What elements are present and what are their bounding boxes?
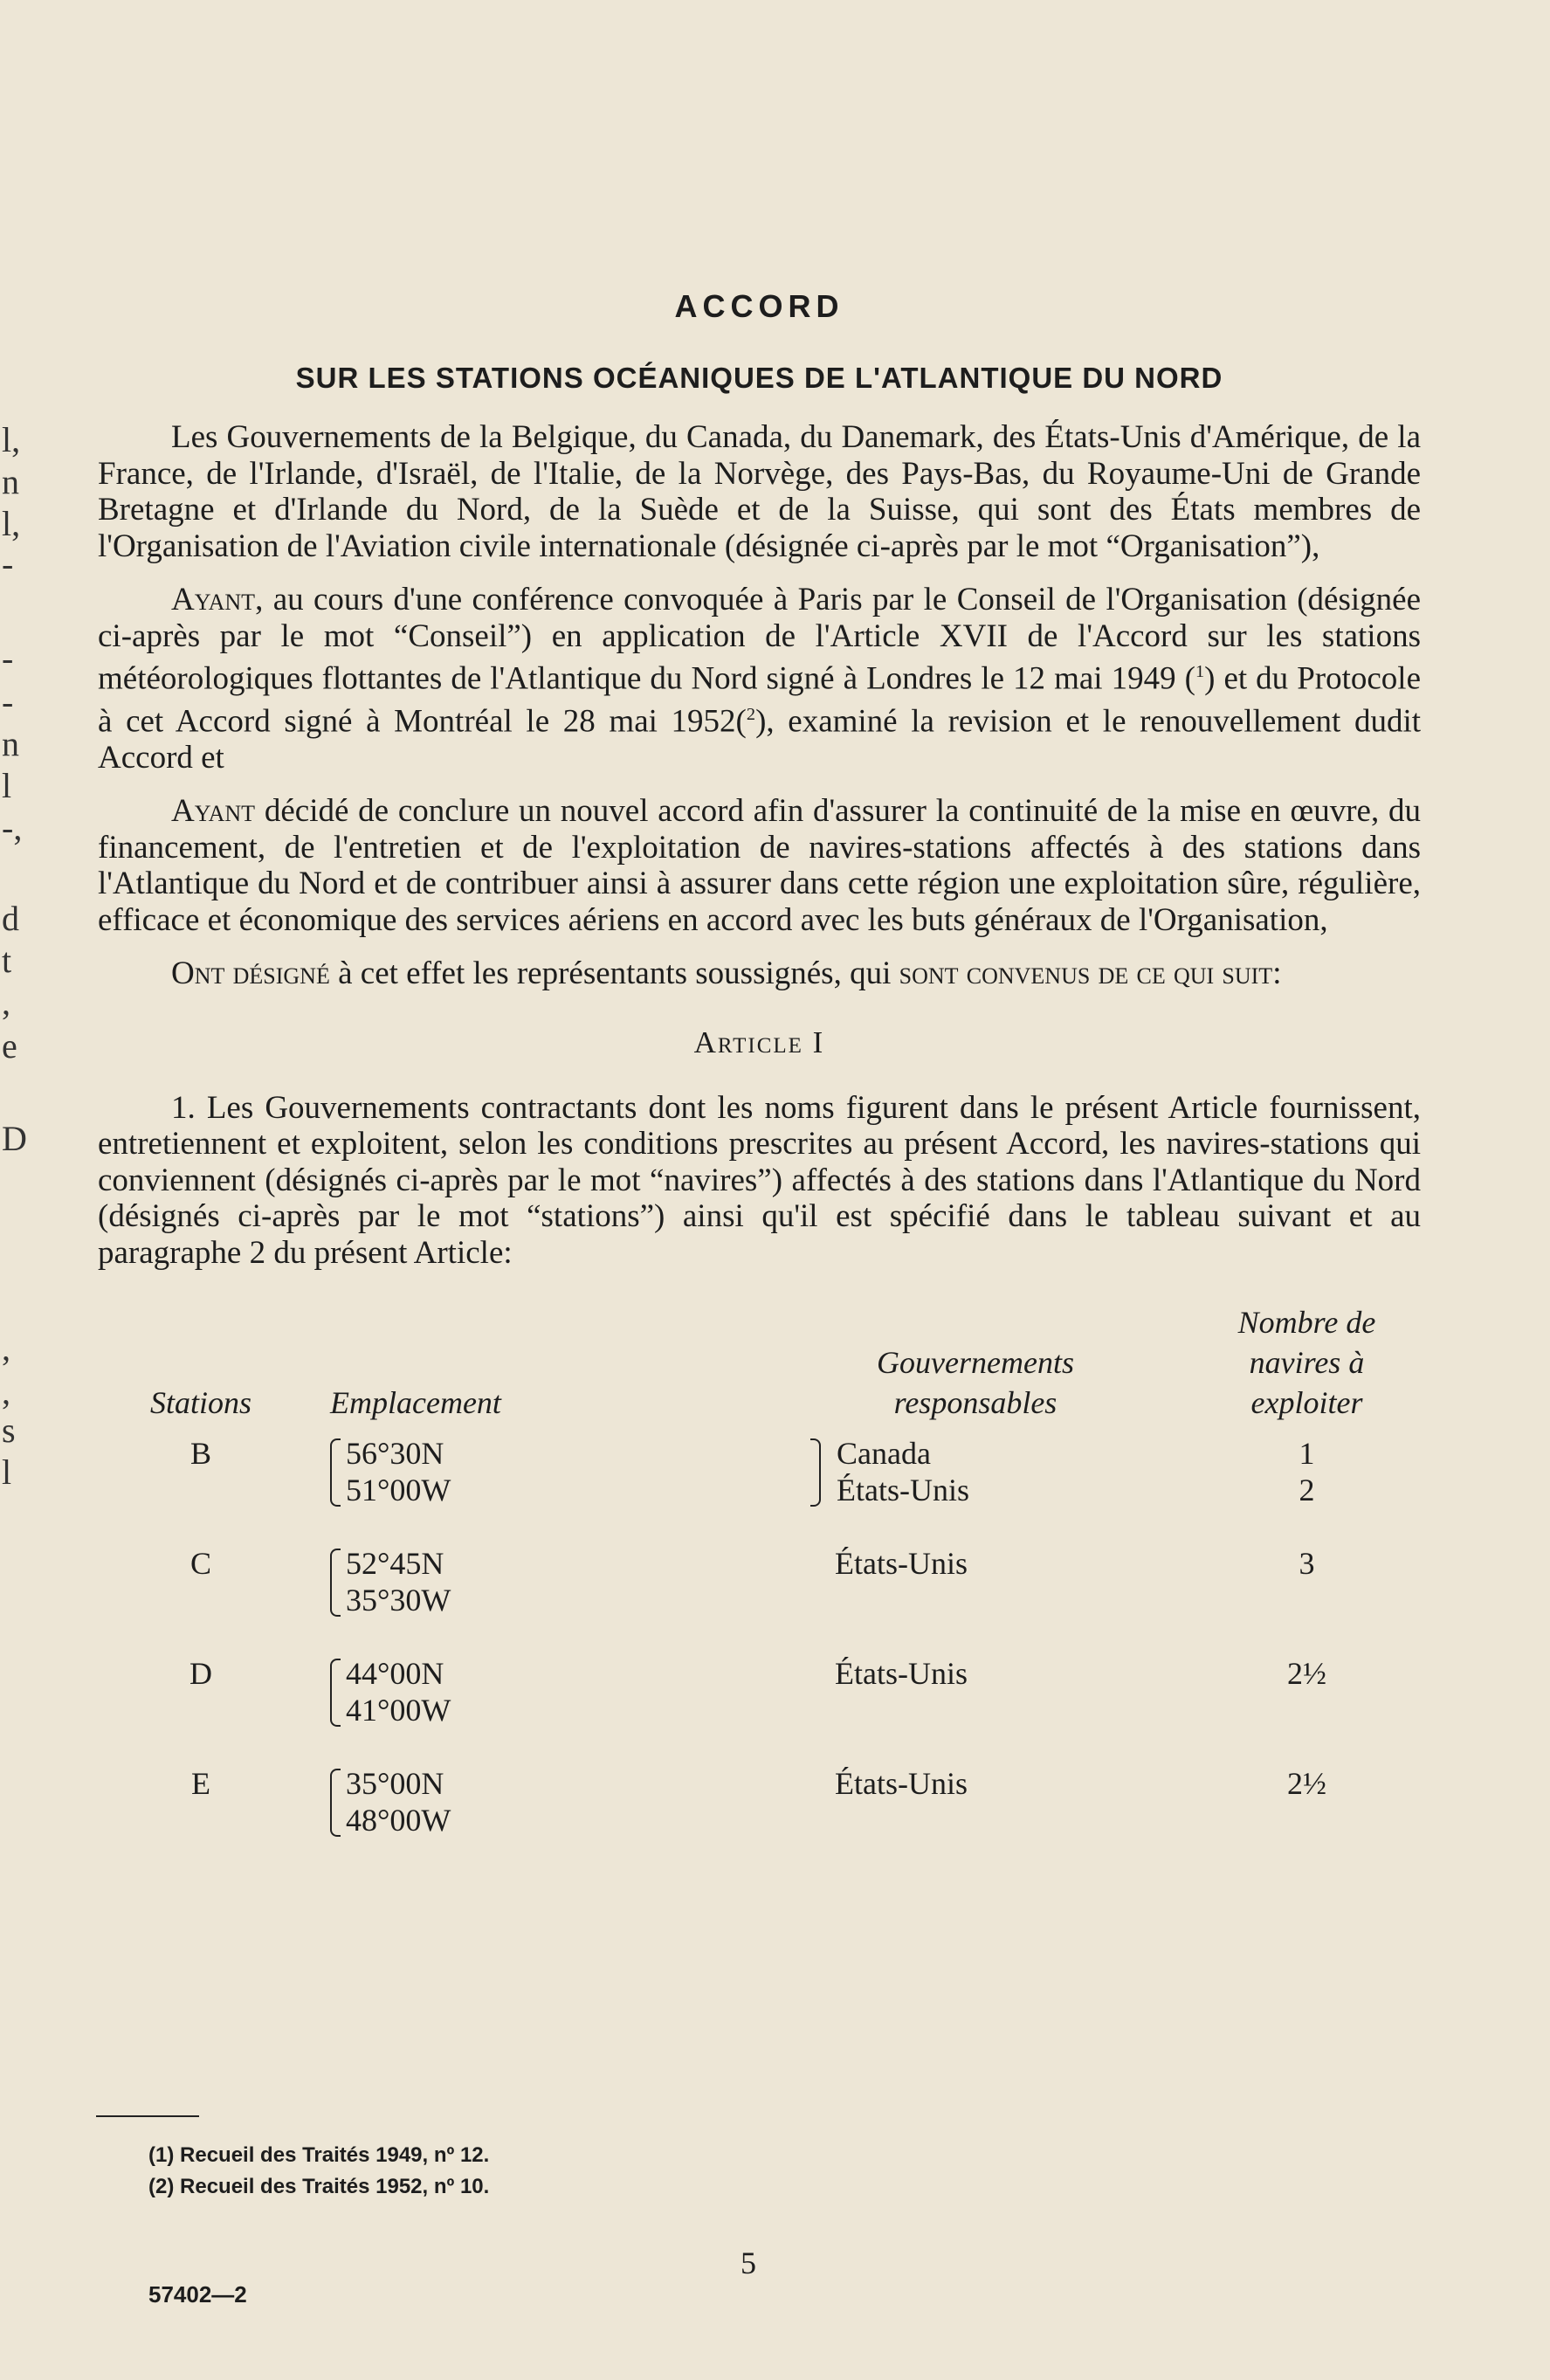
footnote-1 (148, 2140, 489, 2171)
longitude: 48°00W (346, 1803, 451, 1838)
government: États-Unis (837, 1473, 969, 1508)
margin-mark: , (2, 1372, 10, 1411)
recital-text: décidé de conclure un nouvel accord afin d'assurer la continuité de la mise en œuvre, du financement, de l'entretien et de l'exploitation de navires-stations affectés à des stations dans l'Atlantique du Nord et de contribuer ainsi à assurer dans cette région une exploitation sûre, régulière, efficace et économique des services aériens en accord avec les buts généraux de l'Organisation, (98, 793, 1421, 938)
footnote-2 (148, 2171, 489, 2203)
station-governments (758, 1655, 1193, 1765)
footnote-mark: (1) (148, 2143, 175, 2167)
margin-mark: , (2, 983, 10, 1022)
margin-mark: e (2, 1026, 17, 1066)
designation-text: à cet effet les représentants soussignés, qui (329, 955, 899, 992)
station-location (304, 1435, 758, 1545)
header-gouvernements (758, 1302, 1193, 1435)
header-emplacement: Emplacement (330, 1385, 501, 1421)
preamble-paragraph: Les Gouvernements de la Belgique, du Canada, du Danemark, des États-Unis d'Amérique, de la France, de l'Irlande, d'Israël, de l'Italie, de la Norvège, des Pays-Bas, du Royaume-Uni de Grande Bretagne et d'Irlande du Nord, de la Suède et de la Suisse, qui sont des États membres de l'Organisation de l'Aviation civile internationale (désignée ci-après par le mot “Organisation”), (98, 419, 1421, 564)
station-location (304, 1545, 758, 1655)
station-vessels (1193, 1435, 1421, 1545)
header-line: Nombre de (1237, 1305, 1376, 1341)
header-stations: Stations (149, 1385, 251, 1421)
recital-lead-word: Ayant (171, 582, 256, 617)
brace-glyph (330, 1438, 341, 1507)
latitude: 56°30N (346, 1436, 444, 1472)
longitude: 51°00W (346, 1473, 451, 1508)
latitude: 44°00N (346, 1656, 444, 1692)
vessel-count: 1 (1299, 1436, 1315, 1472)
recital-paragraph-1 (98, 582, 1421, 776)
margin-mark: d (2, 899, 19, 938)
table-row (98, 1655, 1421, 1765)
recital-text: ) et du Protocole à cet Accord signé à Montréal le 28 mai 1952( (98, 660, 1421, 740)
station-governments (758, 1435, 1193, 1545)
station-governments (758, 1765, 1193, 1875)
station-vessels (1193, 1765, 1421, 1875)
latitude: 35°00N (346, 1766, 444, 1802)
header-line: navires à (1249, 1345, 1365, 1381)
table-row (98, 1545, 1421, 1655)
header-line: responsables (893, 1385, 1057, 1421)
brace-glyph (330, 1659, 341, 1727)
margin-mark: l (2, 766, 12, 805)
station-vessels (1193, 1545, 1421, 1655)
government: Canada (837, 1436, 931, 1472)
margin-mark: l, (2, 504, 21, 543)
government: États-Unis (835, 1546, 968, 1582)
table-row (98, 1765, 1421, 1875)
margin-mark: - (2, 544, 14, 583)
longitude: 41°00W (346, 1693, 451, 1728)
station-location (304, 1765, 758, 1875)
article-paragraph-1: 1. Les Gouvernements contractants dont les noms figurent dans le présent Article fournissent, entretiennent et exploitent, selon les conditions prescrites au présent Accord, les navires-stations qui conviennent (désignés ci-après par le mot “navires”) affectés à des stations dans l'Atlantique du Nord (désignés ci-après par le mot “stations”) ainsi qu'il est spécifié dans le tableau suivant et au paragraphe 2 du présent Article: (98, 1089, 1421, 1271)
margin-mark: s (2, 1411, 16, 1450)
station-letter: D (189, 1656, 212, 1692)
longitude: 35°30W (346, 1583, 451, 1618)
table-header-row (98, 1302, 1421, 1435)
margin-mark: t (2, 941, 12, 980)
margin-mark: -, (2, 808, 23, 847)
margin-mark: n (2, 462, 19, 501)
station-location (304, 1655, 758, 1765)
margin-mark: - (2, 638, 14, 678)
station-letter: C (189, 1546, 211, 1582)
header-line: exploiter (1250, 1385, 1363, 1421)
main-text-column (98, 288, 1421, 1875)
station-governments (758, 1545, 1193, 1655)
brace-glyph (810, 1438, 821, 1507)
designation-paragraph (98, 955, 1421, 992)
recital-text: ), examiné la revision et le renouvellement dudit Accord et (98, 703, 1421, 776)
page-number: 5 (741, 2245, 756, 2280)
recital-text: , au cours d'une conférence convoquée à Paris par le Conseil de l'Organisation (désignée ci-après par le mot “Conseil”) en application de l'Article XVII de l'Accord sur les stations météorologiques flottantes de l'Atlantique du Nord signé à Londres le 12 mai 1949 ( (98, 582, 1421, 697)
footnote-text: Recueil des Traités 1952, nº 10. (180, 2175, 490, 2198)
margin-mark: l, (2, 420, 21, 459)
vessel-count: 2 (1299, 1473, 1315, 1508)
margin-mark: l (2, 1452, 12, 1492)
vessel-count: 2½ (1287, 1766, 1326, 1802)
recital-lead-word: Ayant (171, 793, 256, 830)
margin-mark: - (2, 682, 14, 721)
margin-mark: n (2, 724, 19, 763)
table-row (98, 1435, 1421, 1545)
margin-mark: D (2, 1119, 27, 1158)
government: États-Unis (835, 1766, 968, 1802)
header-nombre (1193, 1302, 1421, 1435)
header-line: Gouvernements (877, 1345, 1074, 1381)
station-letter: E (191, 1766, 210, 1802)
stations-table (98, 1302, 1421, 1875)
vessel-count: 2½ (1287, 1656, 1326, 1692)
margin-mark: , (2, 1328, 10, 1368)
government: États-Unis (835, 1656, 968, 1692)
footnotes (148, 2140, 489, 2203)
document-subtitle: SUR LES STATIONS OCÉANIQUES DE L'ATLANTIQUE DU NORD (295, 362, 1223, 394)
station-vessels (1193, 1655, 1421, 1765)
latitude: 52°45N (346, 1546, 444, 1582)
designation-tail: sont convenus de ce qui suit: (899, 955, 1282, 992)
footnote-divider (96, 2115, 199, 2117)
print-code: 57402—2 (148, 2281, 247, 2308)
footnote-ref: 2 (746, 704, 756, 724)
footnote-ref: 1 (1195, 662, 1205, 681)
vessel-count: 3 (1299, 1546, 1315, 1582)
station-letter: B (189, 1436, 211, 1472)
article-heading: Article I (693, 1024, 825, 1059)
recital-paragraph-2 (98, 793, 1421, 938)
designation-lead: Ont désigné (171, 955, 330, 992)
brace-glyph (330, 1769, 341, 1837)
brace-glyph (330, 1549, 341, 1617)
footnote-mark: (2) (148, 2175, 175, 2198)
document-title: ACCORD (674, 288, 844, 324)
footnote-text: Recueil des Traités 1949, nº 12. (180, 2143, 490, 2167)
